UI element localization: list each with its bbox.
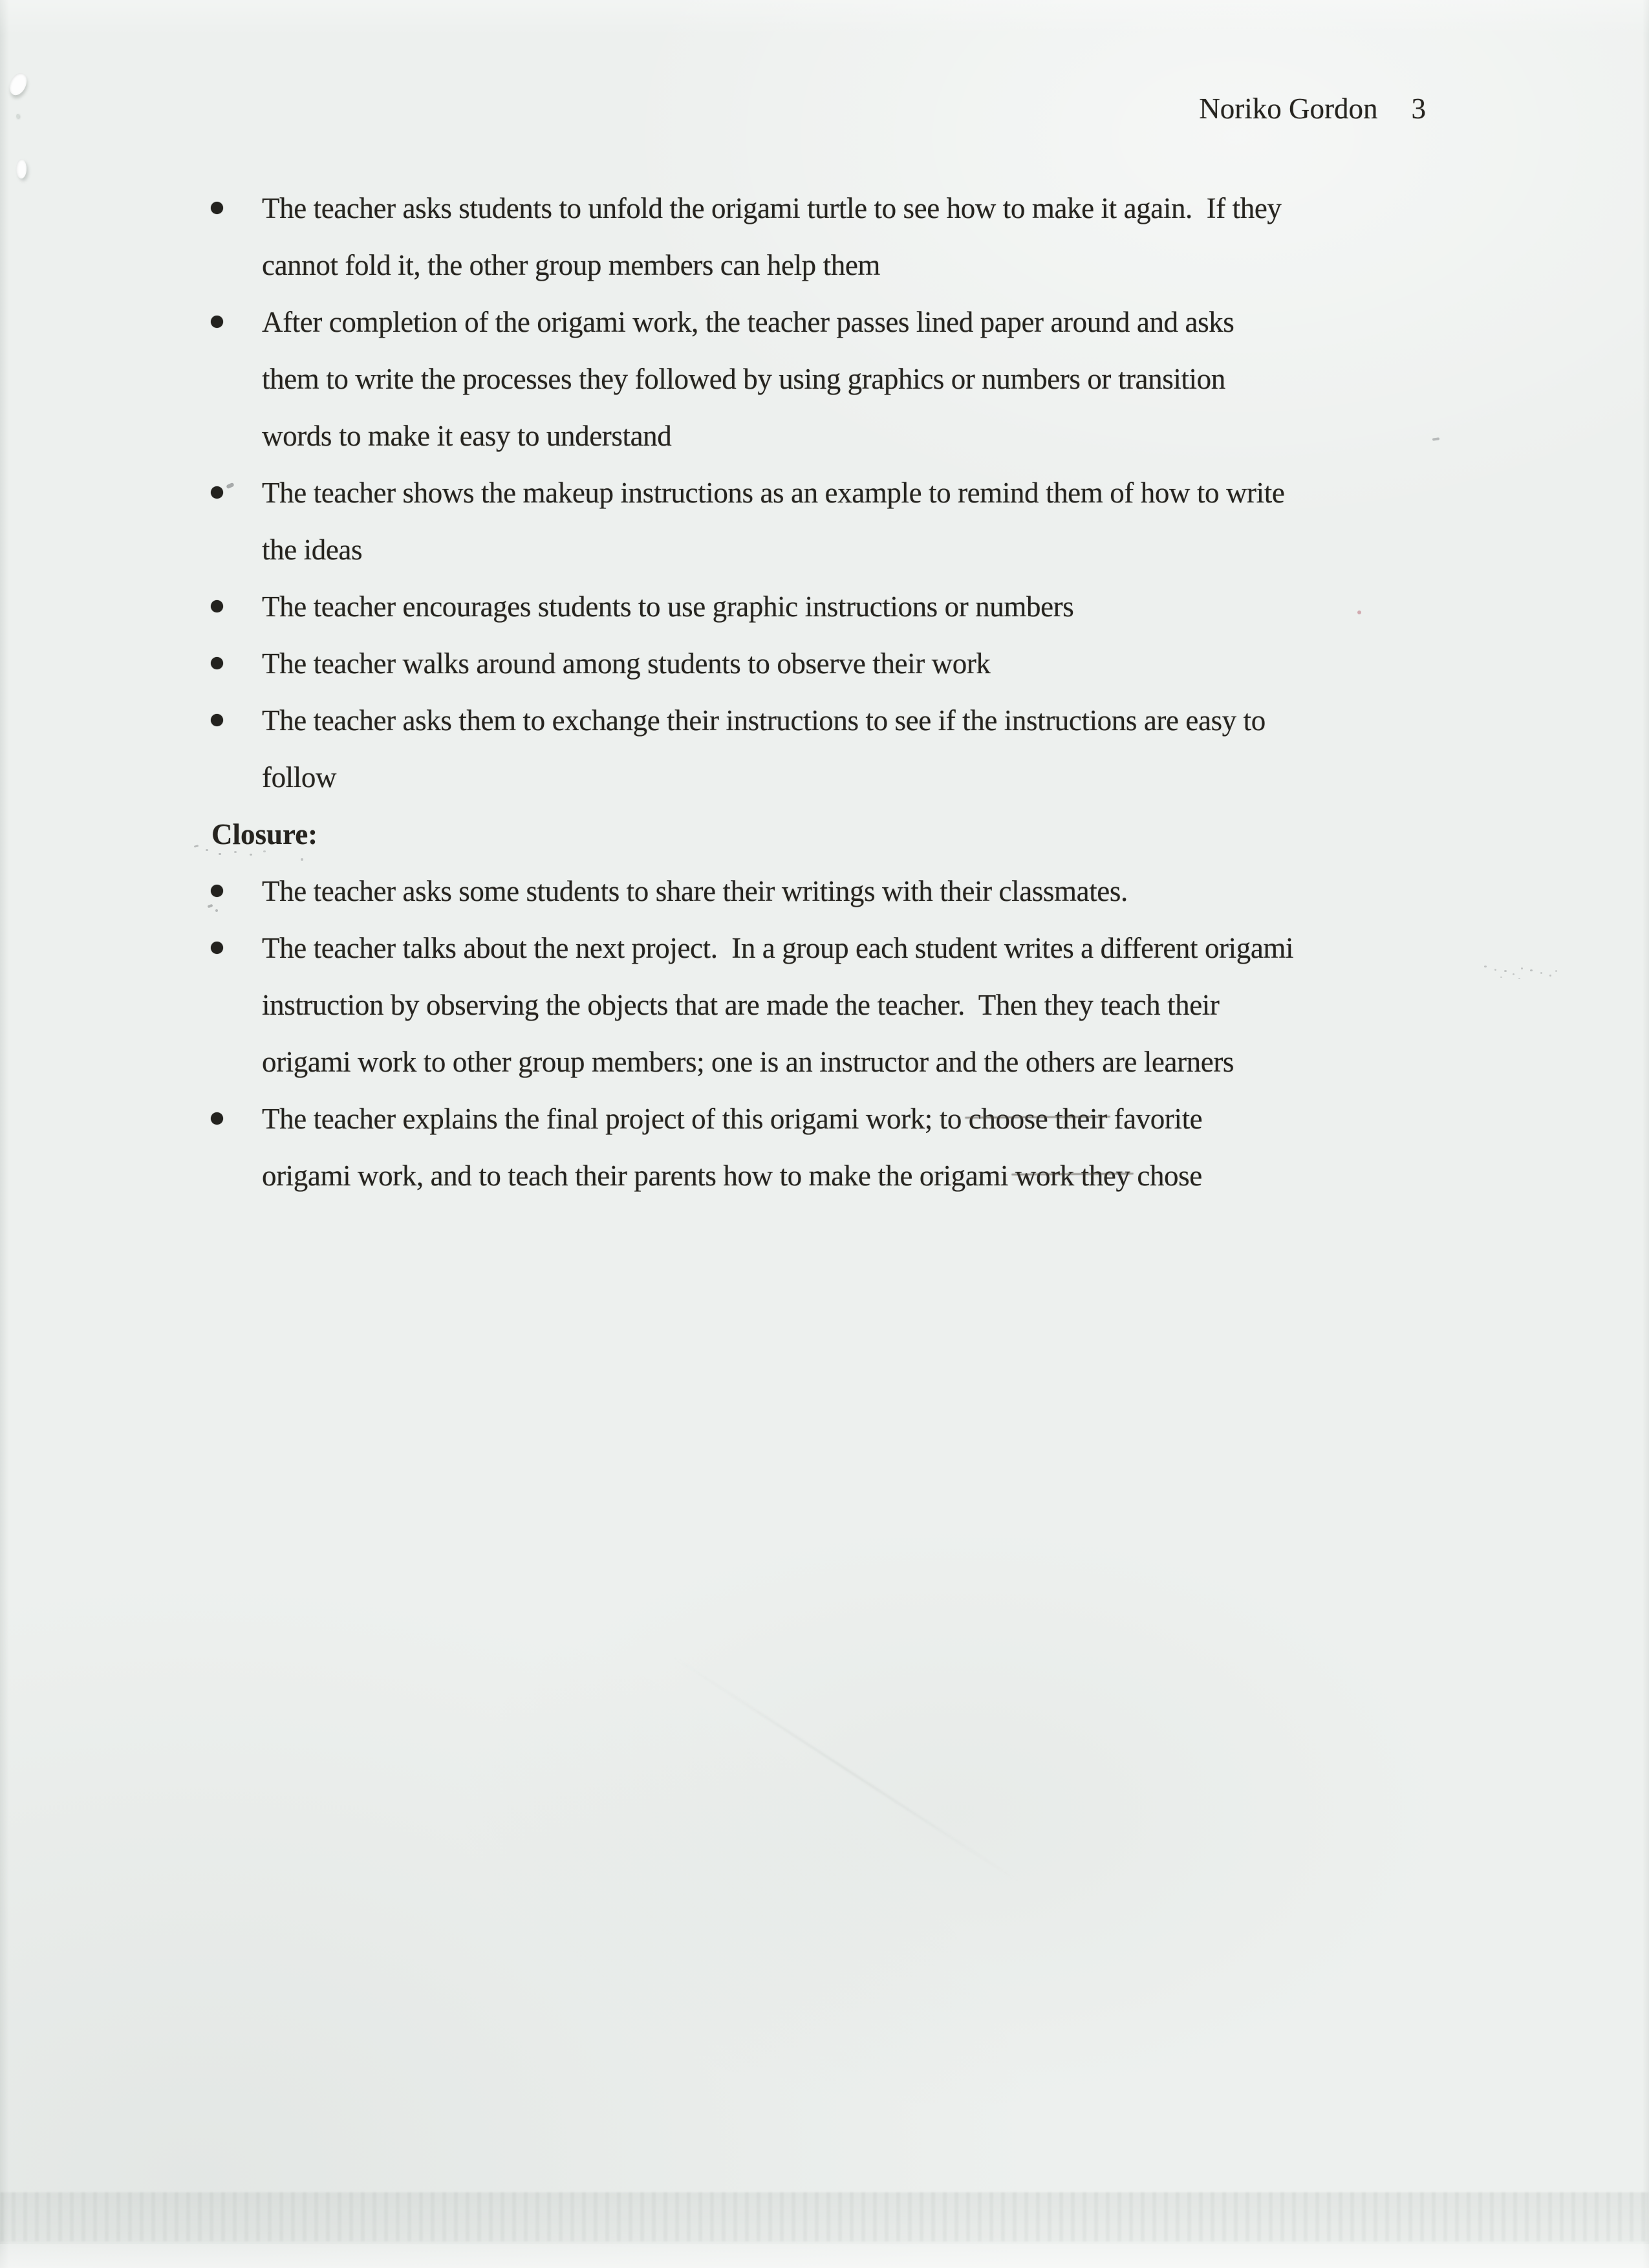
- bullet-line: The teacher shows the makeup instructions as an example to remind them of how to write: [262, 477, 1285, 509]
- paper-dent: [6, 70, 30, 98]
- line-text: favorite: [1106, 1103, 1203, 1135]
- bullet-line: The teacher encourages students to use graphic instructions or numbers: [262, 590, 1074, 623]
- scan-speckle: [1500, 977, 1502, 978]
- scan-speckle: [263, 850, 266, 852]
- bullet-line: [262, 1147, 1443, 1204]
- scan-speckle: [219, 853, 221, 855]
- bullet-item: [211, 863, 1443, 920]
- scan-speckle: [1518, 978, 1520, 979]
- scan-speckle: [1549, 975, 1551, 977]
- scan-speckle: [1530, 969, 1533, 971]
- bullet-line: follow: [262, 761, 337, 794]
- bullet-line: The teacher asks them to exchange their instructions to see if the instructions are easy to: [262, 704, 1266, 737]
- document-body: [211, 180, 1443, 1204]
- bullet-line: cannot fold it, the other group members can help them: [262, 249, 881, 281]
- scan-speckle: [1504, 970, 1507, 972]
- activities-bullet-list: [211, 180, 1443, 806]
- struck-text: choose their: [968, 1103, 1107, 1135]
- paper-dent: [16, 114, 19, 118]
- scan-speckle: [250, 854, 252, 856]
- scan-speckle: [1494, 969, 1496, 971]
- scan-speckle: [301, 858, 303, 861]
- line-text: origami work, and to teach their parents how to make the origami: [262, 1160, 1015, 1192]
- bullet-item: [211, 294, 1443, 464]
- bullet-line: The teacher walks around among students to observe their work: [262, 647, 991, 680]
- scan-speckle: [1513, 973, 1514, 975]
- paper-dent: [16, 159, 27, 178]
- bullet-line: the ideas: [262, 534, 363, 566]
- scan-edge-light: [0, 2244, 1649, 2268]
- scan-speckle: [1484, 966, 1487, 967]
- bullet-line: The teacher asks some students to share their writings with their classmates.: [262, 875, 1128, 907]
- bullet-item: [211, 578, 1443, 635]
- struck-text: work they: [1015, 1160, 1130, 1192]
- bullet-line: [262, 1090, 1443, 1147]
- author-name: Noriko Gordon: [1199, 92, 1378, 125]
- bullet-item: [211, 464, 1443, 578]
- scan-streak-band: [0, 2192, 1649, 2241]
- closure-heading: Closure:: [211, 818, 318, 850]
- line-text: chose: [1130, 1160, 1202, 1192]
- bullet-line: After completion of the origami work, the teacher passes lined paper around and asks: [262, 306, 1234, 338]
- bullet-line: them to write the processes they followed by using graphics or numbers or transition: [262, 363, 1225, 395]
- closure-bullet-list: [211, 863, 1443, 1204]
- paper-crease: [672, 1656, 1020, 1883]
- page-header: [1199, 91, 1426, 127]
- scan-speckle: [206, 849, 208, 851]
- bullet-line: origami work to other group members; one is an instructor and the others are learners: [262, 1046, 1234, 1078]
- page-number: 3: [1411, 92, 1426, 125]
- bullet-item: [211, 635, 1443, 692]
- bullet-item: [211, 692, 1443, 806]
- bullet-line: The teacher talks about the next project. In a group each student writes a different origami: [262, 932, 1294, 964]
- scan-speckle: [234, 851, 237, 853]
- scan-speckle: [1540, 972, 1542, 974]
- scan-speckle: [1555, 970, 1557, 972]
- line-text: The teacher explains the final project of this origami work; to: [262, 1103, 969, 1135]
- bullet-item: [211, 1090, 1443, 1204]
- bullet-line: instruction by observing the objects that are made the teacher. Then they teach their: [262, 989, 1220, 1021]
- bullet-line: words to make it easy to understand: [262, 420, 672, 452]
- scan-speckle: [1521, 967, 1523, 969]
- bullet-line: The teacher asks students to unfold the origami turtle to see how to make it again. If they: [262, 192, 1282, 224]
- scan-speckle: [194, 845, 199, 847]
- bullet-item: [211, 180, 1443, 294]
- pink-speck: [1357, 610, 1361, 614]
- scan-speckle: [215, 909, 218, 912]
- bullet-item: [211, 920, 1443, 1090]
